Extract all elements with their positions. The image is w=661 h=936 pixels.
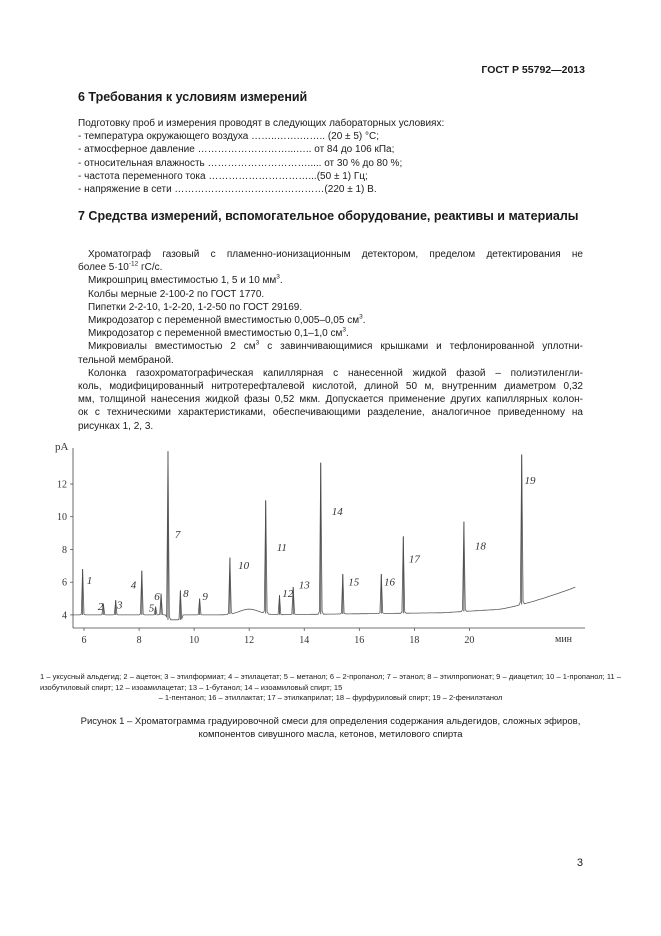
vials-line-2: тельной мембраной. — [78, 354, 174, 366]
vials-line-1: Микровиалы вместимостью 2 $см^3$ с завинчивающимися крышками и тефлонированной уплотни- — [88, 340, 583, 353]
peak-label-6: 6 — [154, 591, 160, 604]
peak-label-7: 7 — [174, 529, 181, 541]
figure-caption — [40, 716, 621, 741]
x-tick-label: 16 — [354, 635, 365, 646]
condition-temperature: - температура окружающего воздуха ……..…….…….. (20 ± 5) °С; — [78, 131, 379, 143]
x-axis-label: мин — [555, 634, 573, 645]
column-line-2: коль, модифицированный нитротерефталевой кислотой, длиной 50 м, внутренним диаметром 0,32 — [78, 381, 583, 393]
y-tick-label: 12 — [57, 479, 67, 491]
y-tick-label: 10 — [57, 512, 67, 524]
page-number: 3 — [576, 857, 583, 869]
y-tick-label: 8 — [62, 544, 67, 556]
condition-pressure: - атмосферное давление ………………………...….. от 84 до 106 кПа; — [78, 144, 395, 156]
figure-legend — [40, 672, 621, 704]
column-line-5: рисунках 1, 2, 3. — [78, 420, 154, 432]
x-tick-label: 18 — [409, 635, 420, 646]
legend-text: 1 – уксусный альдегид; 2 – ацетон; 3 – этилформиат; 4 – этилацетат; 5 – метанол; 6 – 2-пропанол; 7 – этанол; 8 – этилпропионат; 9 – диацетил; 10 – 1-пропанол; 11 – изобутиловый спирт; 12 – изоамилацетат; 13 – 1-бутанол; 14 – изоамиловый спирт; 15 — [40, 672, 621, 692]
conditions-intro: Подготовку проб и измерения проводят в следующих лабораторных условиях: — [78, 118, 445, 129]
peak-label-9: 9 — [202, 591, 208, 604]
peak-label-16: 16 — [384, 576, 396, 589]
flasks-line: Колбы мерные 2-100-2 по ГОСТ 1770. — [88, 288, 265, 300]
section-7-body — [78, 248, 583, 433]
column-line-4: ок с техническими характеристиками, обеспечивающими разделение, аналогичное приведенному на — [78, 407, 583, 419]
legend-tail: – 1-пентанол; 16 – этиллактат; 17 – этилкаприлат; 18 – фурфуриловый спирт; 19 – 2-фенилэтанол — [158, 693, 503, 702]
peak-label-1: 1 — [86, 574, 93, 587]
peak-label-2: 2 — [97, 601, 104, 613]
peak-label-3: 3 — [117, 599, 123, 612]
microsyringe-line: Микрошприц вместимостью 1, 5 и 10 $мм^3$. — [88, 274, 283, 287]
peak-label-15: 15 — [348, 576, 360, 589]
microdoser-1-line: Микродозатор с переменной вместимостью 0,005–0,05 $см^3$. — [88, 313, 366, 327]
x-tick-label: 10 — [189, 635, 200, 646]
chromatogram-chart — [45, 440, 595, 665]
x-tick-label: 12 — [244, 635, 255, 646]
x-tick-label: 8 — [136, 635, 142, 646]
chromatograph-line-2: более $5\cdot 10^{-12}$ гС/с. — [78, 260, 163, 274]
peak-label-13: 13 — [298, 579, 310, 592]
x-tick-label: 6 — [81, 635, 87, 646]
column-line-1: Колонка газохроматографическая капиллярная с нанесенной жидкой фазой – полиэтиленгли- — [88, 367, 583, 379]
peak-label-14: 14 — [331, 506, 343, 519]
peak-label-8: 8 — [183, 587, 189, 600]
y-tick-label: 6 — [62, 577, 67, 589]
document-id: ГОСТ Р 55792—2013 — [481, 64, 585, 76]
condition-humidity: - относительная влажность …………………………..... от 30 % до 80 %; — [78, 157, 403, 169]
pipettes-line: Пипетки 2-2-10, 1-2-20, 1-2-50 по ГОСТ 29169. — [88, 301, 303, 313]
y-axis-label: pA — [55, 441, 69, 453]
peak-label-11: 11 — [276, 542, 287, 555]
peak-label-17: 17 — [408, 553, 420, 566]
y-tick-label: 4 — [62, 610, 67, 622]
peak-label-10: 10 — [238, 560, 250, 573]
column-line-3: мм, толщиной нанесения жидкой фазы 0,52 мкм. Допускается применение других капиллярных колон- — [78, 394, 583, 406]
peak-label-5: 5 — [148, 602, 155, 615]
peak-label-19: 19 — [524, 475, 536, 487]
figure-caption-line-1: Рисунок 1 – Хроматограмма градуировочной смеси для определения содержания альдегидов, сложных эфиров, — [80, 716, 581, 727]
figure-caption-line-2: компонентов сивушного масла, кетонов, метилового спирта — [198, 728, 463, 740]
section-7-heading: 7 Средства измерений, вспомогательное оборудование, реактивы и материалы — [78, 209, 579, 223]
section-6-body — [78, 117, 583, 196]
microdoser-2-line: Микродозатор с переменной вместимостью 0,1–1,0 $см^3$. — [88, 326, 349, 340]
x-tick-label: 14 — [299, 635, 310, 646]
section-6-heading: 6 Требования к условиям измерений — [78, 90, 308, 104]
chromatograph-line-1: Хроматограф газовый с пламенно-ионизационным детектором, пределом детектирования не — [88, 249, 583, 260]
peak-label-12: 12 — [282, 587, 294, 600]
chromatogram-trace — [73, 451, 575, 620]
condition-frequency: - частота переменного тока …………………………...(50 ± 1) Гц; — [78, 170, 368, 182]
condition-voltage: - напряжение в сети ………………………………………(220 ± 1) В. — [78, 184, 377, 196]
peak-label-18: 18 — [474, 540, 486, 553]
x-tick-label: 20 — [464, 635, 475, 646]
peak-label-4: 4 — [130, 579, 137, 592]
